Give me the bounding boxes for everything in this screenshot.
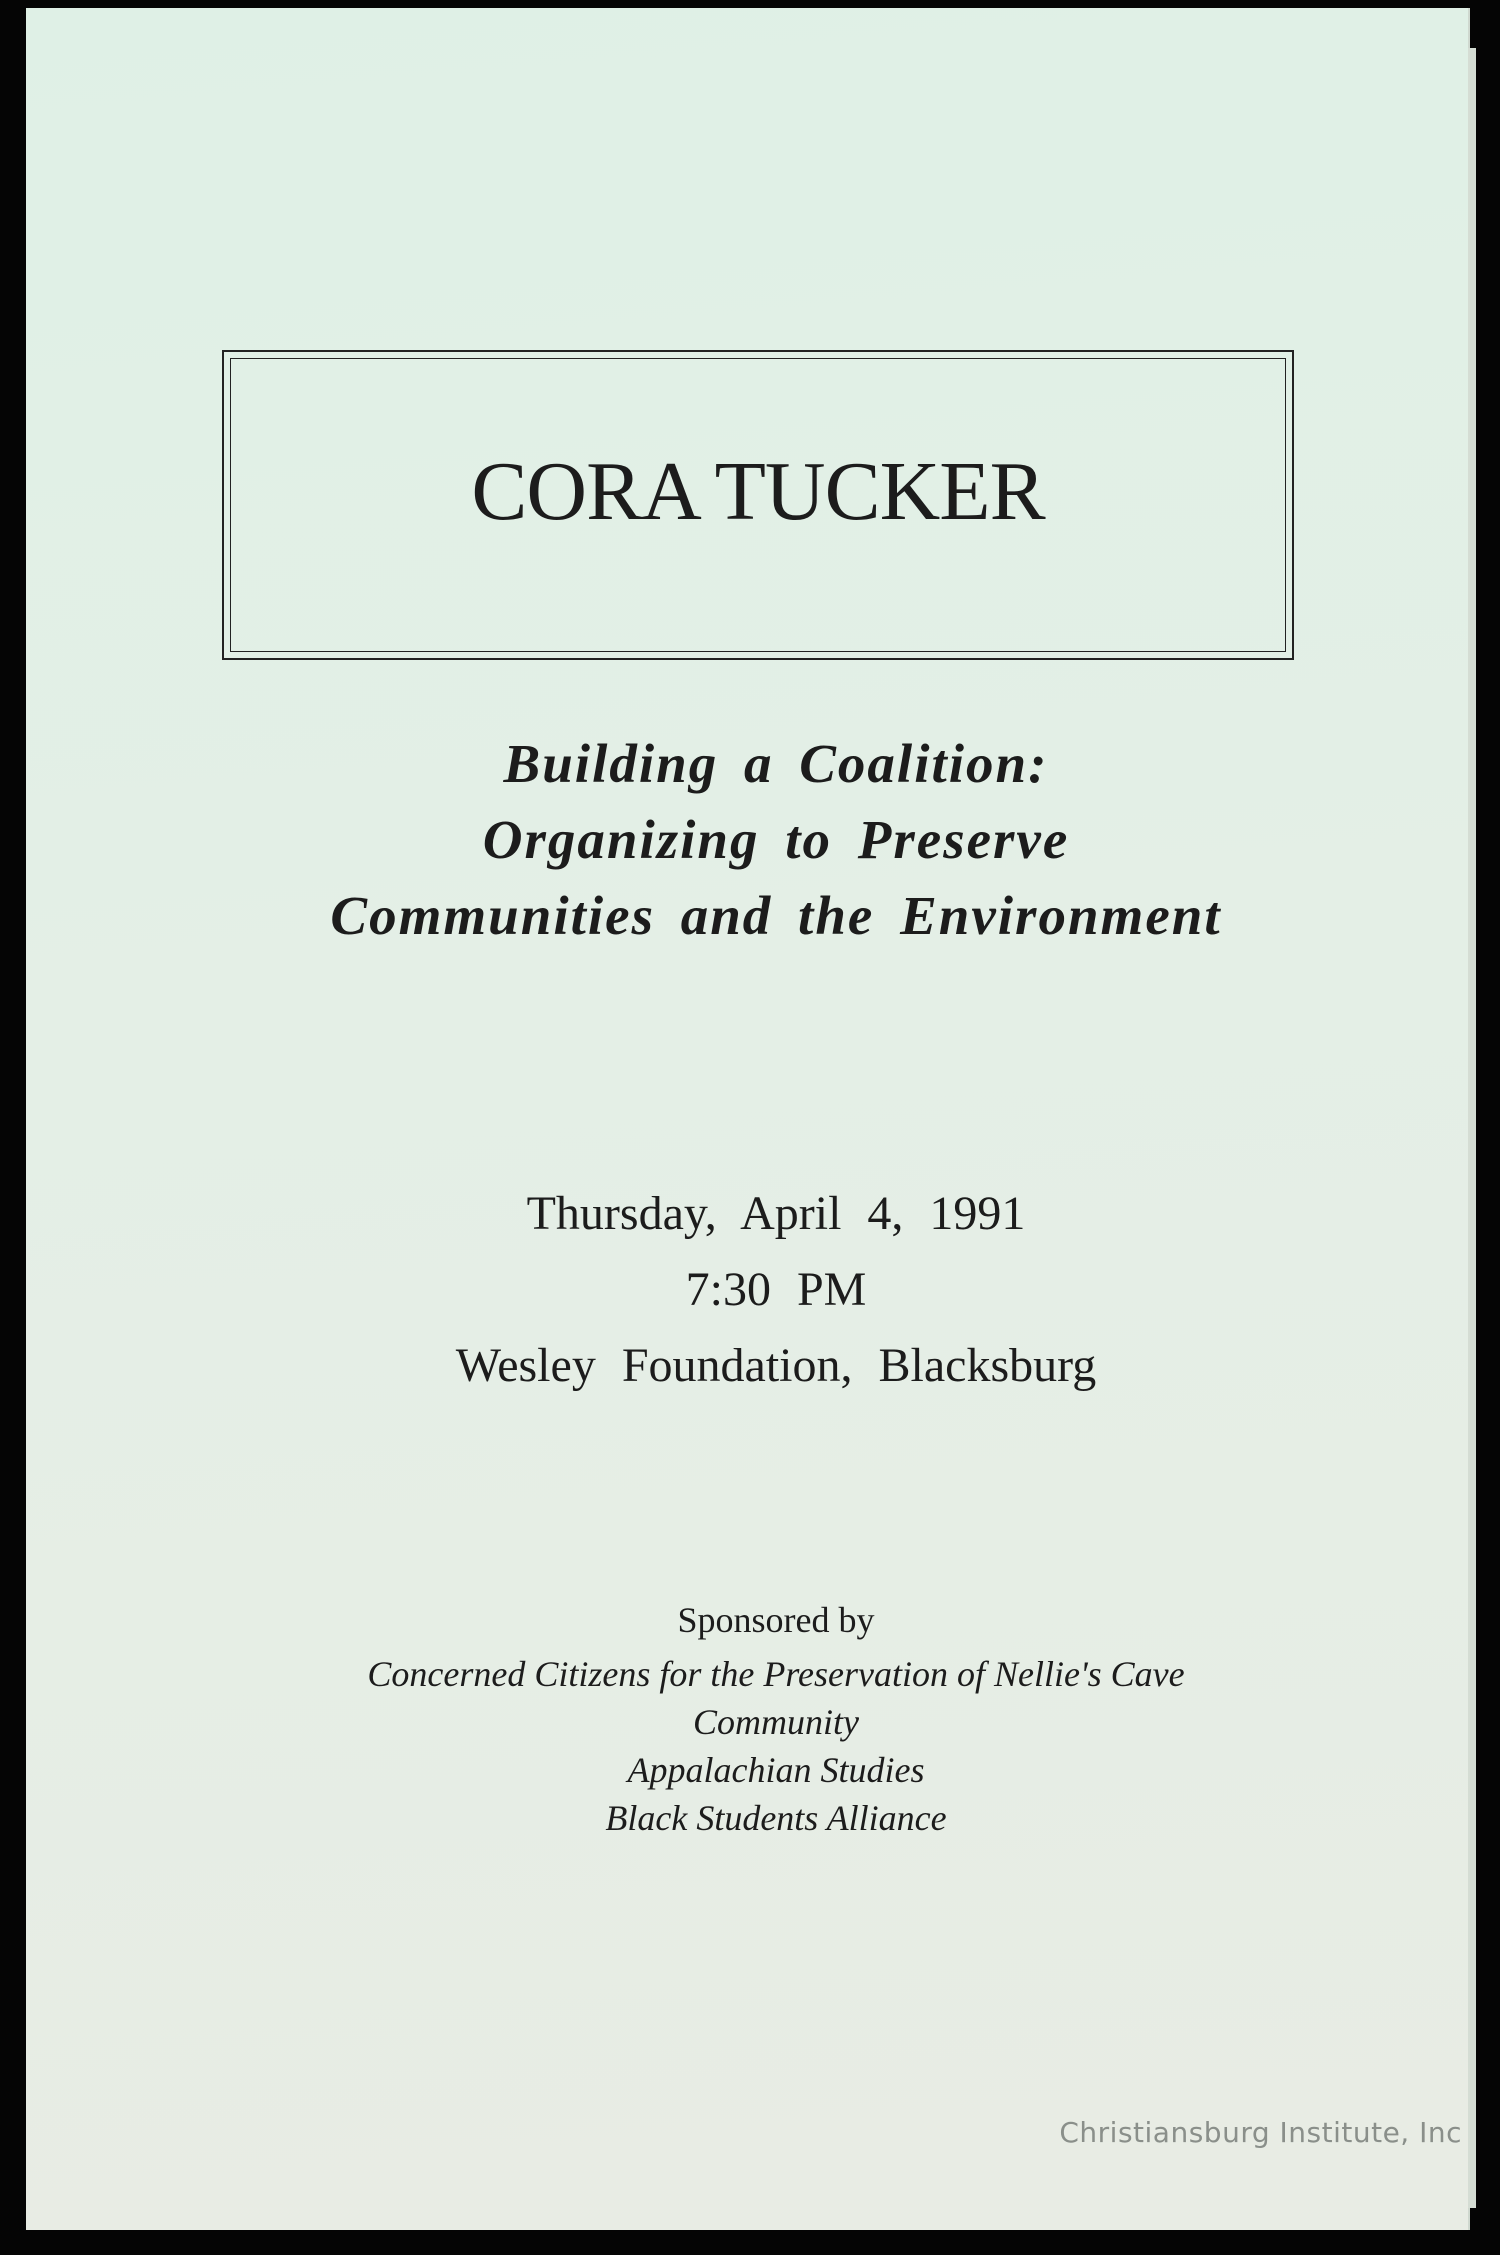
sponsor-item: Black Students Alliance <box>605 1798 947 1838</box>
flyer-page <box>26 8 1468 2230</box>
subtitle-line: Building a Coalition: <box>503 733 1049 794</box>
event-details <box>86 1176 1466 1404</box>
sponsor-item: Concerned Citizens for the Preservation of Nellie's Cave <box>367 1654 1185 1694</box>
event-venue: Wesley Foundation, Blacksburg <box>455 1339 1097 1392</box>
subtitle-line: Organizing to Preserve <box>482 809 1070 870</box>
sponsored-by-label: Sponsored by <box>677 1600 875 1640</box>
event-date: Thursday, April 4, 1991 <box>526 1187 1026 1240</box>
event-subtitle <box>86 726 1466 954</box>
sponsor-item: Community <box>693 1702 859 1742</box>
speaker-title-box <box>222 350 1294 660</box>
subtitle-line: Communities and the Environment <box>330 885 1222 946</box>
sponsors-block <box>86 1596 1466 1842</box>
event-time: 7:30 PM <box>685 1263 867 1316</box>
sponsor-item: Appalachian Studies <box>627 1750 925 1790</box>
watermark-text: Christiansburg Institute, Inc <box>1059 2116 1462 2149</box>
speaker-name: CORA TUCKER <box>471 445 1045 538</box>
